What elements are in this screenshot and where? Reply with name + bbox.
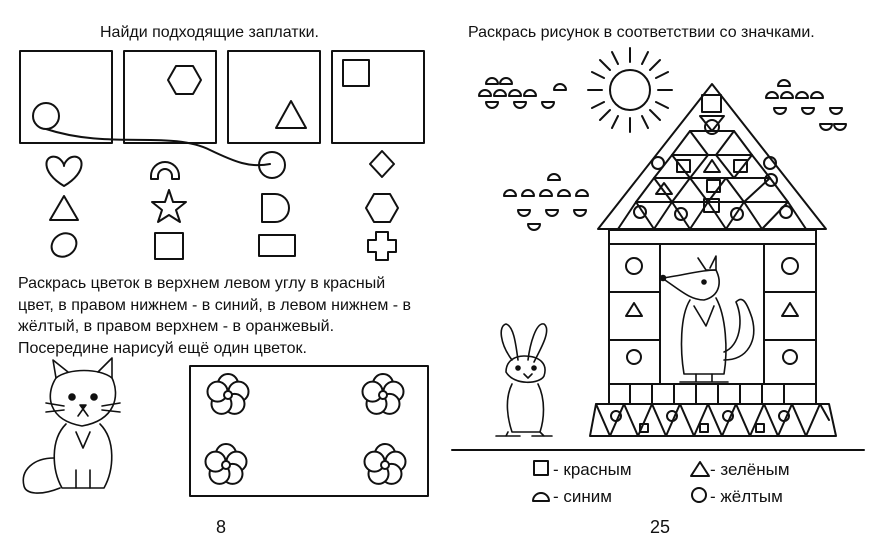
legend-label-yellow: - жёлтым <box>710 487 783 506</box>
task-line: Посередине нарисуй ещё один цветок. <box>18 339 307 357</box>
patch-box-circle[interactable] <box>20 51 112 143</box>
cloud-semicircle <box>576 190 588 196</box>
square-icon <box>534 461 548 475</box>
square-shape[interactable] <box>155 233 183 259</box>
hexagon-shape[interactable] <box>366 194 398 222</box>
cloud-semicircle <box>540 190 552 196</box>
cloud-semicircle <box>504 190 516 196</box>
house-roof <box>598 84 826 229</box>
cloud-semicircle <box>486 102 498 108</box>
cloud-semicircle <box>778 80 790 86</box>
cloud-semicircle <box>479 90 491 96</box>
patch-boxes <box>20 51 424 143</box>
cloud-semicircle <box>774 108 786 114</box>
cloud-semicircle <box>528 224 540 230</box>
cloud-semicircle <box>546 210 558 216</box>
cloud-semicircle <box>542 102 554 108</box>
rabbit-drawing <box>496 324 552 436</box>
heart-shape[interactable] <box>46 157 81 186</box>
patch-box-square[interactable] <box>332 51 424 143</box>
d-shape[interactable] <box>262 194 289 222</box>
flower-1[interactable] <box>208 374 249 414</box>
triangle-shape[interactable] <box>50 196 78 220</box>
square-icon <box>702 95 721 112</box>
semicircle-icon <box>533 493 549 501</box>
cloud-semicircle <box>518 210 530 216</box>
cloud-semicircle <box>554 84 566 90</box>
legend-label-blue: - синим <box>553 487 612 506</box>
oval-shape[interactable] <box>47 229 81 262</box>
cross-shape[interactable] <box>368 232 396 260</box>
cloud-semicircle <box>514 102 526 108</box>
right-page-title: Раскрась рисунок в соответствии со значками. <box>468 24 815 41</box>
cloud-semicircle <box>524 90 536 96</box>
flower-4[interactable] <box>365 444 406 484</box>
patch-box-triangle[interactable] <box>228 51 320 143</box>
task-line: Раскрась цветок в верхнем левом углу в красный <box>18 275 386 292</box>
cloud-semicircle <box>494 90 506 96</box>
flower-2[interactable] <box>363 374 404 414</box>
circle-icon <box>692 488 706 502</box>
legend-label-green: - зелёным <box>710 460 790 479</box>
flower-3[interactable] <box>206 444 247 484</box>
cloud-semicircle <box>509 90 521 96</box>
cloud-semicircle <box>781 92 793 98</box>
patch-shapes <box>46 151 398 261</box>
rectangle-shape[interactable] <box>259 235 295 256</box>
cloud-semicircle <box>834 124 846 130</box>
flowers-group <box>206 374 406 484</box>
cloud-semicircle <box>802 108 814 114</box>
cloud-semicircle <box>522 190 534 196</box>
diamond-shape[interactable] <box>370 151 394 177</box>
cloud-semicircle <box>811 92 823 98</box>
patch-box-hexagon[interactable] <box>124 51 216 143</box>
star-shape[interactable] <box>152 190 186 222</box>
left-page-title: Найди подходящие заплатки. <box>100 24 319 41</box>
cloud-semicircle <box>574 210 586 216</box>
cloud-semicircle <box>548 174 560 180</box>
page-number-right: 25 <box>650 517 671 537</box>
triangle-icon <box>691 462 709 476</box>
legend-label-red: - красным <box>553 460 632 479</box>
page-number-left: 8 <box>216 517 227 537</box>
fox-drawing <box>661 256 754 382</box>
cloud-semicircle <box>558 190 570 196</box>
cat-drawing <box>23 358 120 493</box>
task-line: жёлтый, в правом верхнем - в оранжевый. <box>18 318 335 335</box>
arch-shape[interactable] <box>151 162 179 179</box>
cloud-semicircle <box>486 78 498 84</box>
cloud-semicircle <box>830 108 842 114</box>
sun-icon <box>588 48 672 132</box>
cloud-semicircle <box>796 92 808 98</box>
cloud-semicircle <box>820 124 832 130</box>
task-line: цвет, в правом нижнем - в синий, в левом нижнем - в <box>18 296 412 314</box>
cloud-semicircle <box>766 92 778 98</box>
cloud-semicircle <box>500 78 512 84</box>
